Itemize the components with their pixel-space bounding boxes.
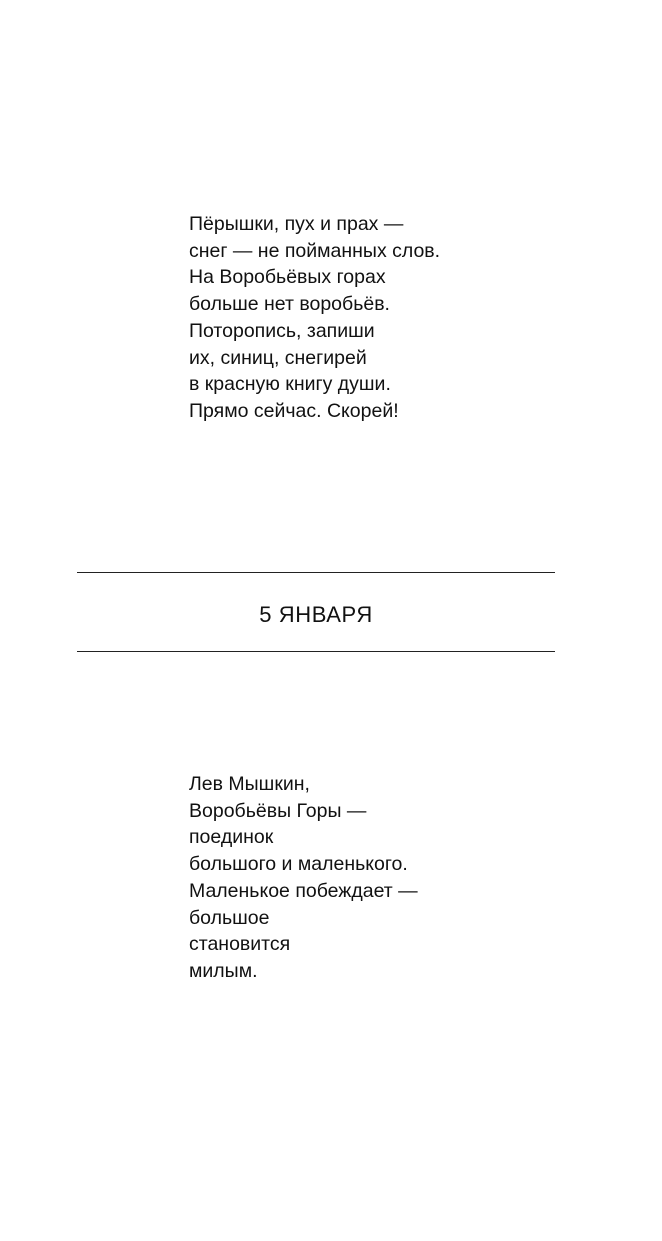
poem-line: большого и маленького. [189, 853, 408, 876]
poem-line: Маленькое побеждает — [189, 879, 418, 902]
poem-line: больше нет воробьёв. [189, 293, 390, 316]
poem-line: снег — не пойманных слов. [189, 239, 441, 262]
poem-line: Пёрышки, пух и прах — [189, 213, 404, 235]
poem-line: большое [189, 906, 270, 929]
poem-line: поединок [189, 826, 274, 849]
date-heading: 5 ЯНВАРЯ [259, 602, 373, 627]
poem-line: Воробьёвы Горы — [189, 799, 367, 822]
poem-line: становится [189, 933, 291, 956]
poem-2 [189, 771, 418, 985]
poem-1 [189, 211, 440, 425]
poem-line: милым. [189, 959, 258, 982]
poem-line: Прямо сейчас. Скорей! [189, 399, 399, 422]
poem-line: их, синиц, снегирей [189, 346, 367, 369]
divider-bottom [77, 651, 555, 652]
poem-line: Лев Мышкин, [189, 773, 310, 795]
poem-line: Поторопись, запиши [189, 319, 375, 342]
poem-line: в красную книгу души. [189, 373, 391, 396]
divider-top [77, 572, 555, 573]
poem-line: На Воробьёвых горах [189, 266, 386, 289]
